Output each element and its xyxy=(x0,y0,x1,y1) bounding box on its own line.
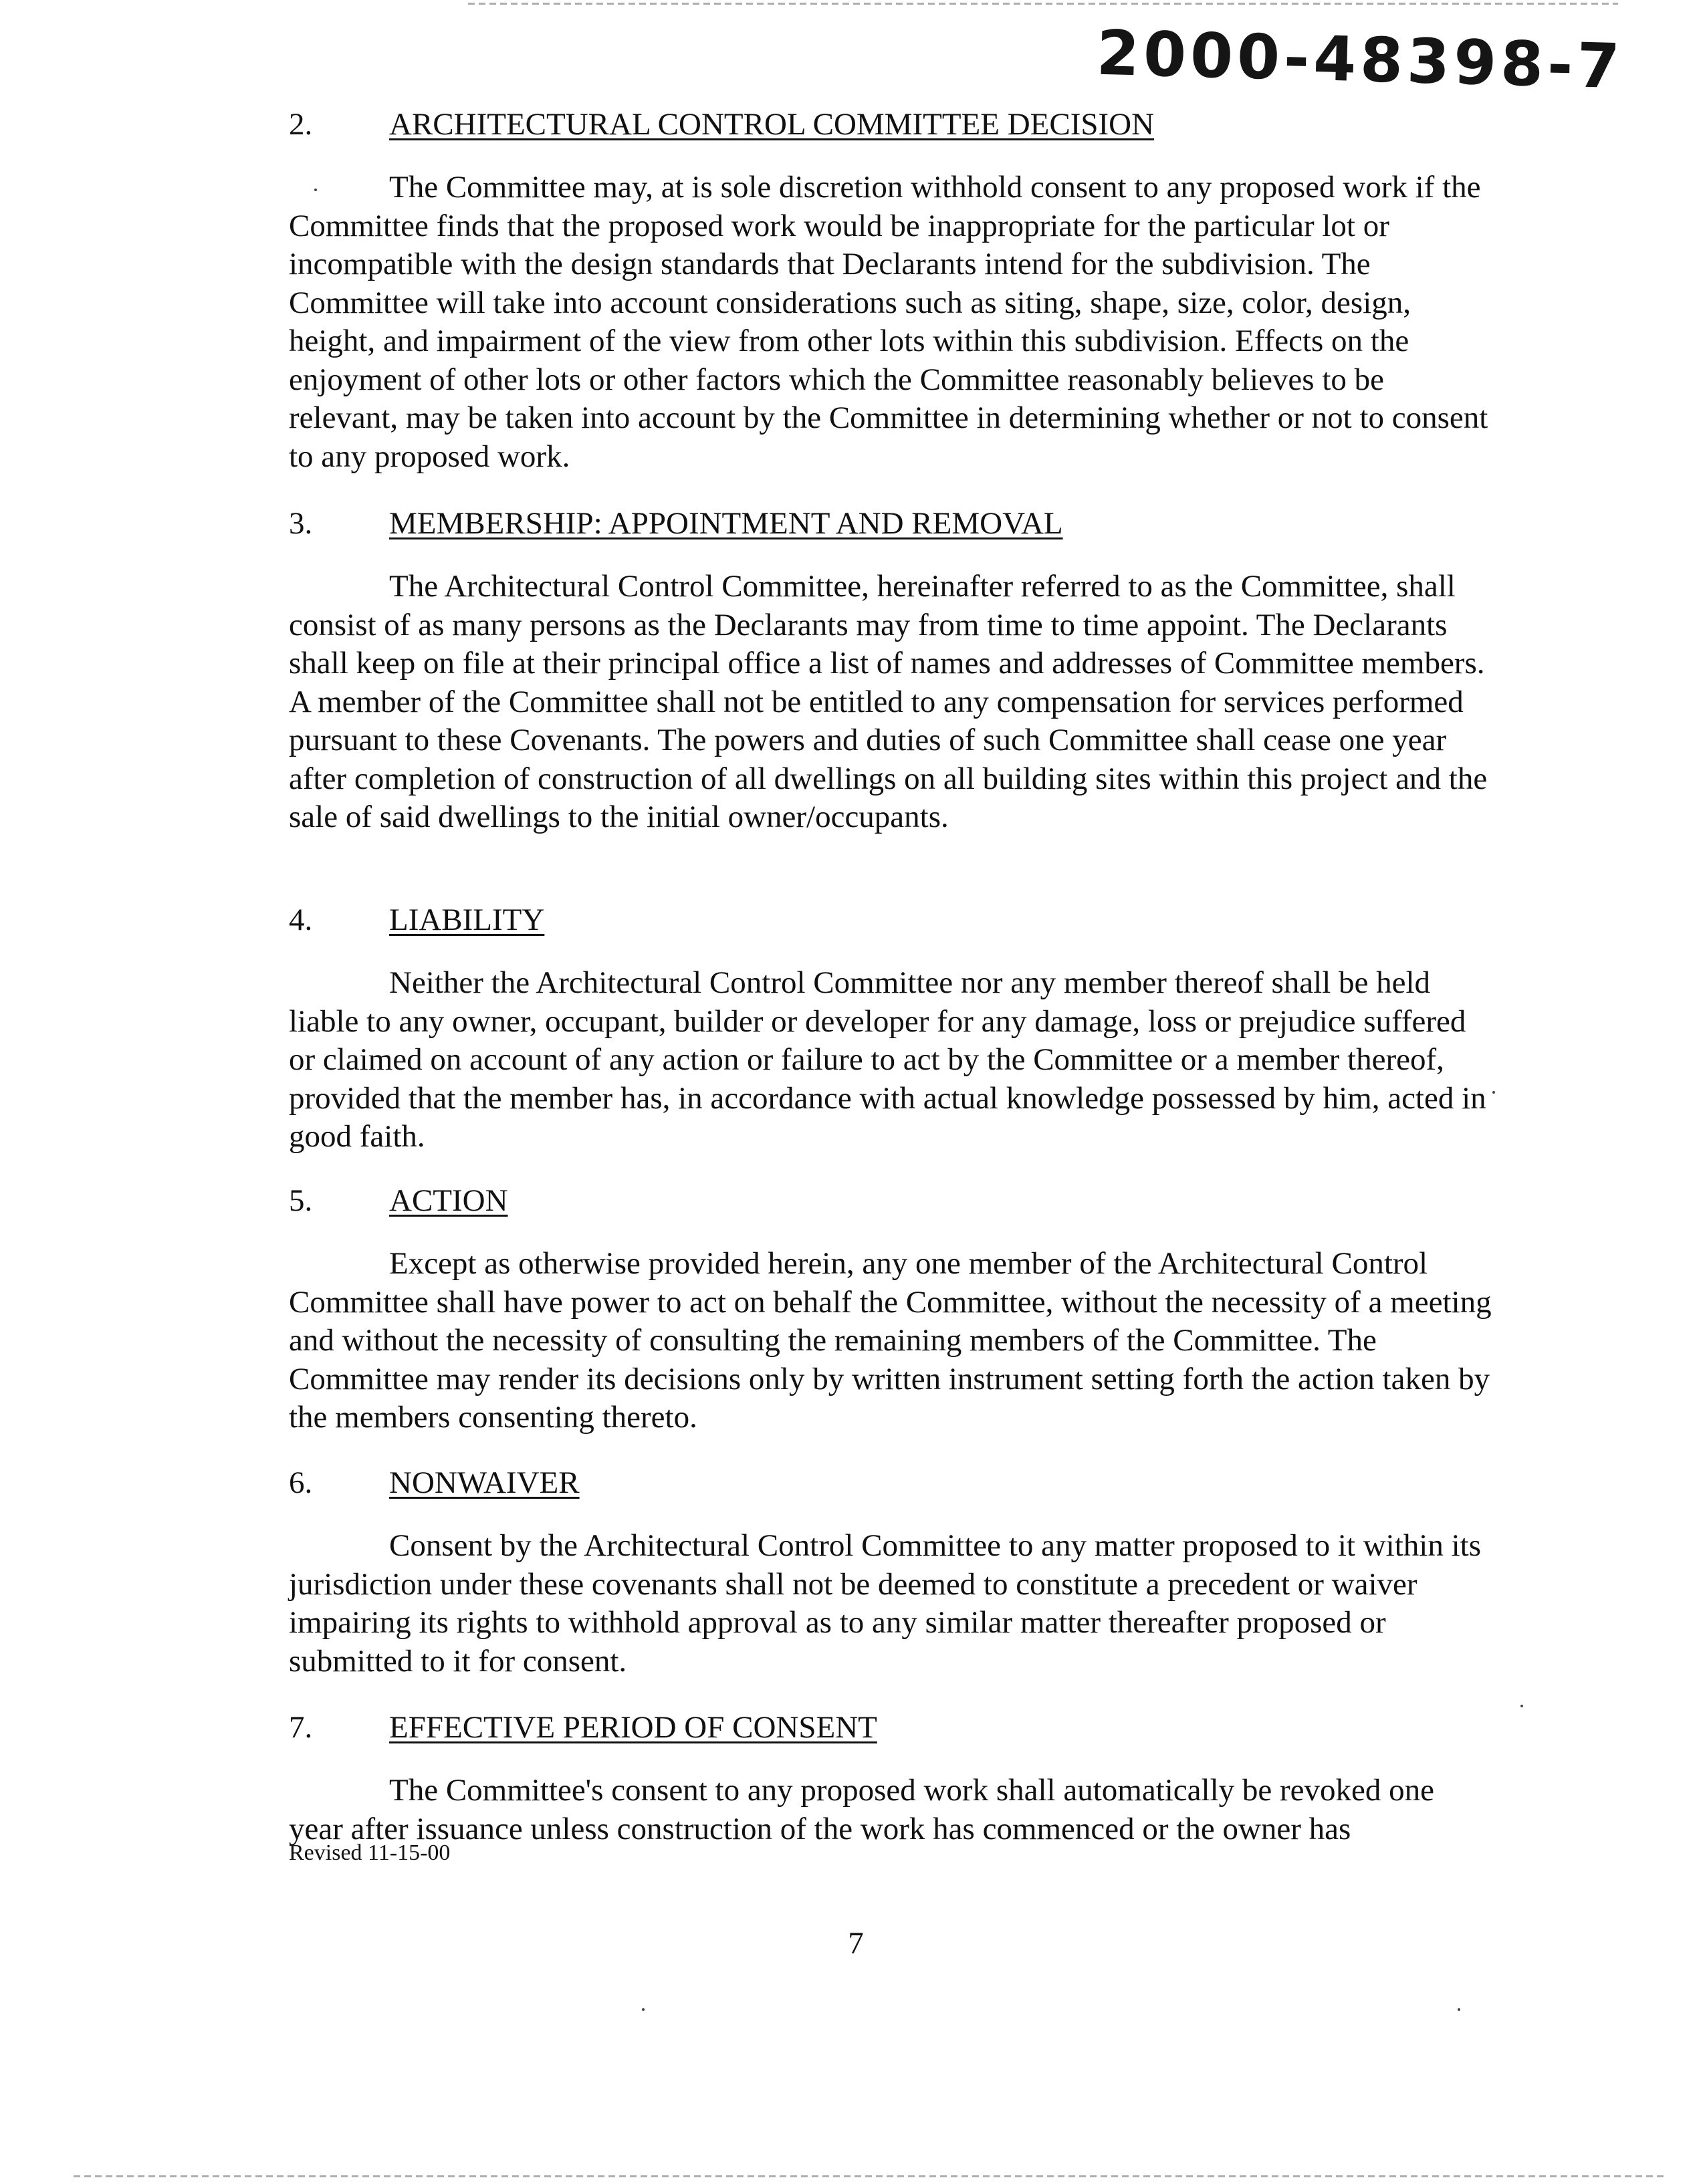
scan-speck xyxy=(1492,1091,1495,1094)
section-heading xyxy=(289,106,1506,143)
section-2 xyxy=(289,106,1506,476)
section-body: The Committee's consent to any proposed work shall automatically be revoked one year after issuance unless construction of the work has commenced or the owner has xyxy=(289,1773,1434,1846)
section-title: ACTION xyxy=(389,1183,508,1218)
scan-edge-bottom xyxy=(74,2175,1665,2177)
section-number: 6. xyxy=(289,1465,313,1500)
section-5 xyxy=(289,1182,1506,1437)
section-3 xyxy=(289,505,1506,837)
section-number: 4. xyxy=(289,902,313,937)
scan-speck xyxy=(1458,2008,1460,2011)
section-title: EFFECTIVE PERIOD OF CONSENT xyxy=(389,1710,877,1745)
section-body: The Architectural Control Committee, hereinafter referred to as the Committee, shall consist of as many persons as the Declarants may from time to time appoint. The Declarants shall keep on file at their principal office a list of names and addresses of Committee members. A member of the Committee shall not be entitled to any compensation for services performed pursuant to these Covenants. The powers and duties of such Committee shall cease one year after completion of construction of all dwellings on all building sites within this project and the sale of said dwellings to the initial owner/occupants. xyxy=(289,569,1488,834)
section-body: Except as otherwise provided herein, any one member of the Architectural Control Committee shall have power to act on behalf the Committee, without the necessity of a meeting and without the necessity of consulting the remaining members of the Committee. The Committee may render its decisions only by written instrument setting forth the action taken by the members consenting thereto. xyxy=(289,1246,1492,1435)
section-title: MEMBERSHIP: APPOINTMENT AND REMOVAL xyxy=(389,506,1063,541)
section-heading xyxy=(289,1709,1506,1746)
scan-speck xyxy=(314,189,317,191)
scan-speck xyxy=(642,2008,645,2011)
handwritten-recording-number: 2000-48398-7 xyxy=(1095,17,1625,103)
section-number: 5. xyxy=(289,1183,313,1218)
section-6 xyxy=(289,1464,1506,1681)
revised-date-note: Revised 11-15-00 xyxy=(289,1840,451,1865)
section-title: ARCHITECTURAL CONTROL COMMITTEE DECISION xyxy=(389,107,1155,142)
section-title: LIABILITY xyxy=(389,902,545,937)
section-heading xyxy=(289,901,1506,939)
section-body: Neither the Architectural Control Committee nor any member thereof shall be held liable to any owner, occupant, builder or developer for any damage, loss or prejudice suffered or claimed on account of any action or failure to act by the Committee or a member thereof, provided that the member has, in accordance with actual knowledge possessed by him, acted in good faith. xyxy=(289,965,1486,1154)
section-heading xyxy=(289,1182,1506,1219)
scan-speck xyxy=(1520,1705,1523,1707)
section-title: NONWAIVER xyxy=(389,1465,580,1500)
section-7 xyxy=(289,1709,1506,1848)
section-body: Consent by the Architectural Control Committee to any matter proposed to it within its jurisdiction under these covenants shall not be deemed to constitute a precedent or waiver impairing its rights to withhold approval as to any similar matter thereafter proposed or submitted to it for consent. xyxy=(289,1528,1481,1679)
section-4 xyxy=(289,901,1506,1157)
section-heading xyxy=(289,1464,1506,1501)
section-number: 2. xyxy=(289,107,313,142)
section-number: 7. xyxy=(289,1710,313,1745)
section-number: 3. xyxy=(289,506,313,541)
section-body: The Committee may, at is sole discretion withhold consent to any proposed work if the Committee finds that the proposed work would be inappropriate for the particular lot or incompatible with the design standards that Declarants intend for the subdivision. The Committee will take into account considerations such as siting, shape, size, color, design, height, and impairment of the view from other lots within this subdivision. Effects on the enjoyment of other lots or other factors which the Committee reasonably believes to be relevant, may be taken into account by the Committee in determining whether or not to consent to any proposed work. xyxy=(289,170,1488,474)
scan-edge-top xyxy=(468,3,1618,5)
page-number: 7 xyxy=(848,1926,864,1961)
section-heading xyxy=(289,505,1506,542)
